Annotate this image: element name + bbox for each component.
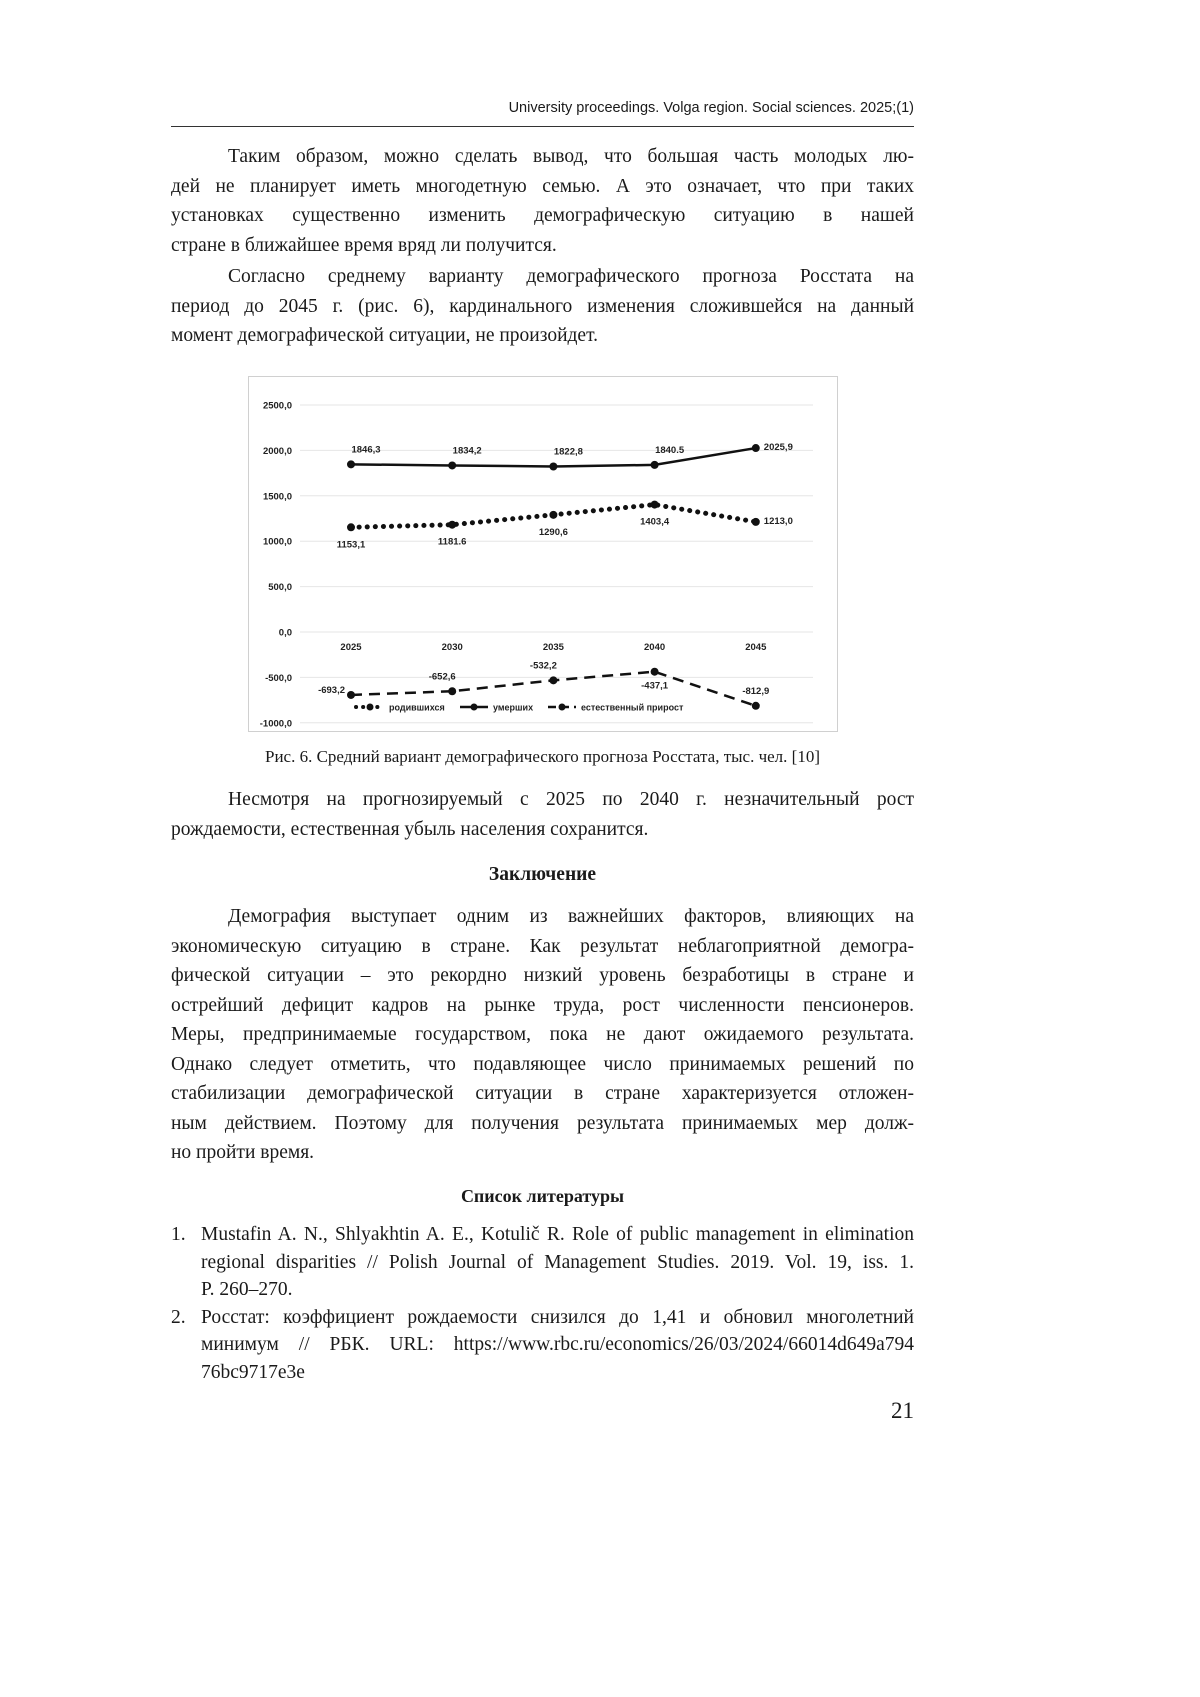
x-tick-label: 2030: [441, 642, 463, 653]
data-label: 2025,9: [763, 442, 793, 454]
reference-text: regional disparities // Polish Journal of Management Studies. 2019. Vol. 19, iss. 1.: [201, 1251, 914, 1273]
reference-text: Росстат: коэффициент рождаемости снизился до 1,41 и обновил многолетний: [201, 1306, 914, 1328]
data-point: [651, 461, 659, 469]
text-line: ным действием. Поэтому для получения результата принимаемых мер долж-: [171, 1112, 914, 1134]
text-line: Меры, предпринимаемые государством, пока не дают ожидаемого результата.: [171, 1024, 914, 1045]
legend-marker: [471, 704, 478, 711]
text-line: дей не планирует иметь многодетную семью. А это означает, что при таких: [171, 175, 914, 197]
reference-line: [171, 1221, 914, 1249]
population-forecast-chart: [248, 376, 838, 732]
reference-line: [171, 1359, 914, 1387]
y-tick-label: -500,0: [265, 672, 292, 684]
reference-text: минимум // РБК. URL: https://www.rbc.ru/economics/26/03/2024/66014d649a794: [201, 1334, 914, 1355]
text-line: Однако следует отметить, что подавляющее число принимаемых решений по: [171, 1053, 914, 1075]
paragraph-1: [171, 142, 914, 260]
data-point: [448, 461, 456, 469]
text-line: стабилизации демографической ситуации в стране характеризуется отложен-: [171, 1083, 914, 1104]
data-label: -652,6: [428, 671, 456, 683]
data-label: 1213,0: [763, 515, 793, 527]
data-point: [448, 687, 456, 695]
reference-line: [171, 1304, 914, 1332]
chart-frame: [249, 377, 838, 732]
legend-label: родившихся: [389, 702, 445, 713]
text-line: Таким образом, можно сделать вывод, что большая часть молодых лю-: [228, 146, 914, 167]
legend-marker: [559, 704, 566, 711]
conclusion-heading: Заключение: [488, 864, 597, 885]
data-label: -693,2: [318, 684, 345, 696]
x-tick-label: 2040: [644, 642, 666, 653]
y-tick-label: -1000,0: [259, 718, 292, 730]
paragraph-3: [171, 785, 914, 844]
text-line: рождаемости, естественная убыль населения сохранится.: [171, 818, 649, 840]
running-header: University proceedings. Volga region. Social sciences. 2025;(1): [508, 100, 914, 116]
data-point: [651, 668, 659, 676]
data-label: -532,2: [529, 660, 557, 672]
x-tick-label: 2025: [340, 642, 362, 653]
data-point: [347, 691, 355, 699]
legend-marker: [367, 704, 374, 711]
reference-number: 1.: [171, 1224, 186, 1245]
data-label: 1834,2: [452, 445, 482, 457]
data-point: [651, 501, 659, 509]
data-point: [347, 460, 355, 468]
data-point: [752, 518, 760, 526]
data-label: 1840.5: [655, 444, 685, 456]
data-point: [549, 676, 557, 684]
data-point: [752, 444, 760, 452]
data-point: [752, 702, 760, 710]
data-point: [448, 521, 456, 529]
reference-number: 2.: [171, 1306, 186, 1328]
text-line: Согласно среднему варианту демографического прогноза Росстата на: [228, 266, 914, 287]
data-point: [347, 523, 355, 531]
y-tick-label: 1500,0: [262, 491, 292, 503]
reference-line: [171, 1331, 914, 1359]
data-point: [549, 511, 557, 519]
reference-text: P. 260–270.: [201, 1279, 293, 1300]
data-label: 1822,8: [553, 446, 583, 458]
legend-label: умерших: [493, 702, 534, 713]
text-line: установках существенно изменить демографическую ситуацию в нашей: [171, 205, 914, 226]
x-tick-label: 2045: [745, 642, 767, 653]
text-line: экономическую ситуацию в стране. Как результат неблагоприятной демогра-: [171, 935, 914, 957]
figure-caption: Рис. 6. Средний вариант демографического прогноза Росстата, тыс. чел. [10]: [264, 747, 820, 766]
paragraph-2: [171, 262, 914, 351]
data-point: [549, 462, 557, 470]
page-number: 21: [891, 1398, 914, 1423]
data-label: 1153,1: [336, 539, 366, 551]
text-line: Несмотря на прогнозируемый с 2025 по 2040 г. незначительный рост: [228, 789, 914, 810]
reference-text: 76bc9717e3e: [201, 1361, 305, 1383]
text-line: фической ситуации – это рекордно низкий уровень безработицы в стране и: [171, 965, 914, 986]
legend-label: естественный прирост: [581, 702, 684, 713]
data-label: 1290,6: [538, 526, 568, 538]
y-tick-label: 2000,0: [262, 445, 292, 457]
reference-line: [171, 1249, 914, 1277]
y-tick-label: 2500,0: [262, 400, 292, 412]
data-label: 1181.6: [437, 536, 467, 548]
reference-item: [171, 1221, 914, 1304]
text-line: момент демографической ситуации, не произойдет.: [171, 325, 599, 346]
data-label: 1403,4: [640, 516, 670, 528]
header-rule: [171, 126, 914, 127]
references-heading: Список литературы: [460, 1186, 625, 1206]
text-line: период до 2045 г. (рис. 6), кардинального изменения сложившейся на данный: [171, 295, 914, 317]
reference-text: Mustafin A. N., Shlyakhtin A. E., Kotulič R. Role of public management in elimination: [201, 1224, 914, 1245]
x-tick-label: 2035: [542, 642, 564, 653]
text-line: стране в ближайшее время вряд ли получится.: [171, 234, 557, 256]
data-label: -437,1: [641, 680, 669, 692]
y-tick-label: 0,0: [278, 627, 292, 639]
y-tick-label: 500,0: [268, 582, 292, 594]
data-label: 1846,3: [351, 444, 381, 456]
reference-line: [171, 1276, 914, 1304]
y-tick-label: 1000,0: [262, 536, 292, 548]
references-list: [171, 1221, 914, 1386]
text-line: но пройти время.: [171, 1142, 315, 1163]
reference-item: [171, 1304, 914, 1387]
data-label: -812,9: [742, 685, 770, 697]
text-line: Демография выступает одним из важнейших факторов, влияющих на: [228, 906, 914, 927]
text-line: острейший дефицит кадров на рынке труда, рост численности пенсионеров.: [171, 994, 914, 1016]
paragraph-conclusion: [171, 902, 914, 1168]
